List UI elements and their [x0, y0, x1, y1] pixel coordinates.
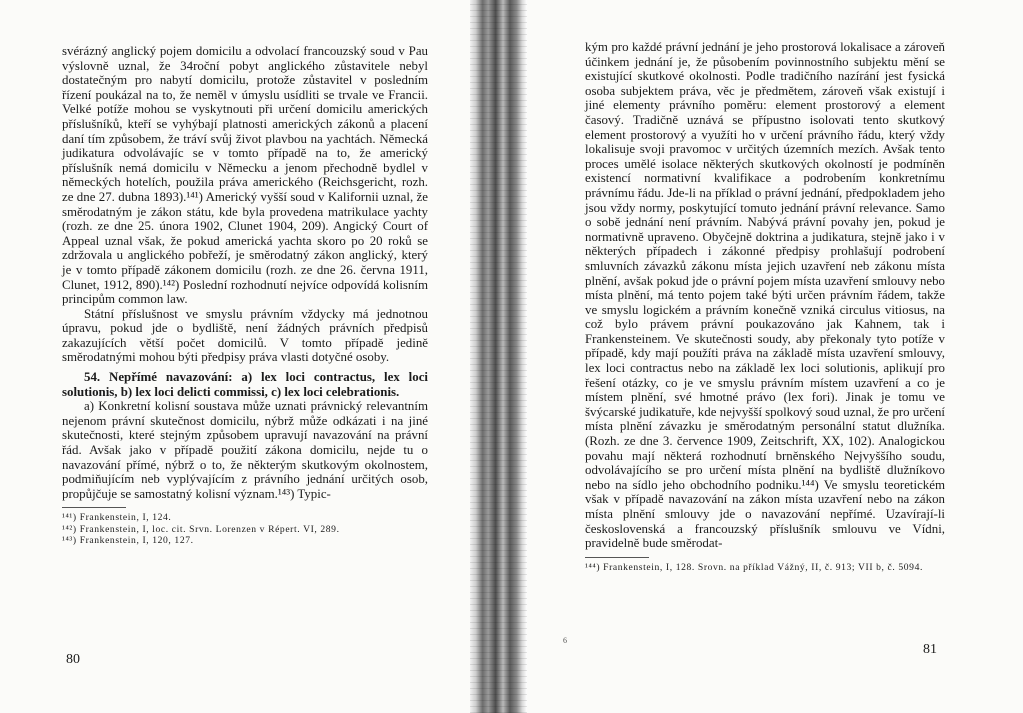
section-heading: 54. Nepřímé navazování: a) lex loci contractus, lex loci solutionis, b) lex loci delicti commissi, c) lex loci celebrationis.	[62, 370, 428, 399]
footnote-divider	[585, 557, 649, 558]
footnote-143: ¹⁴³) Frankenstein, I, 120, 127.	[62, 534, 194, 546]
margin-mark: 6	[563, 636, 567, 645]
book-spine	[470, 0, 527, 713]
footnote-141: ¹⁴¹) Frankenstein, I, 124.	[62, 512, 172, 524]
page-number-right: 81	[923, 642, 937, 657]
footnote-divider	[62, 507, 126, 508]
left-page-body	[62, 44, 428, 546]
left-paragraph-2: Státní příslušnost ve smyslu právním vždycky má jednotnou úpravu, pokud jde o bydliště, není žádných právních předpisů zakazujících větší počet domicilů. V tomto případě jedině směrodatnými mohou býti předpisy práva vlasti dotyčné osoby.	[62, 306, 428, 365]
left-paragraph-1: svérázný anglický pojem domicilu a odvolací francouzský soud v Pau výslovně uznal, že 34roční pobyt anglického zůstavitele nebyl dostatečným pro nabytí domicilu, protože zůstavitel v posledním řízení poukázal na to, že neměl v úmyslu usídliti se trvale ve Francii. Velké potíže mohou se vyskytnouti při určení domicilu amerických příslušníků, kteří se vyhýbají platnosti amerických zákonů a placení daní tím způsobem, že tráví svůj život plavbou na yachtách. Německá judikatura odvolávajíc se v tomto případě na to, že americký příslušník nemá domicilu v Německu a jenom přechodně bydlel v německých hotelích, použila práva amerického (Reichsgericht, rozh. ze dne 27. dubna 1893).¹⁴¹) Americký vyšší soud v Kalifornii uznal, že směrodatným je zákon státu, kde byla provedena matrikulace yachty (rozh. ze dne 25. února 1902, Clunet 1904, 209). Angický Court of Appeal uznal však, že pokud americká yachta skoro po 20 roků se zdržovala u anglického pobřeží, je směrodatný zákon anglický, který je v tomto případě zákonem domicilu (rozh. ze dne 26. června 1911, Clunet, 1912, 890).¹⁴²) Poslední rozhodnutí nejvíce odpovídá kolisním principům common law.	[62, 44, 428, 307]
page-number-left: 80	[66, 652, 80, 667]
footnote-142: ¹⁴²) Frankenstein, I, loc. cit. Srvn. Lorenzen v Répert. VI, 289.	[62, 523, 340, 535]
right-page-body	[585, 40, 945, 573]
left-page	[0, 0, 470, 713]
right-page	[527, 0, 1023, 713]
left-paragraph-3: a) Konkretní kolisní soustava může uznati právnický relevantním nejenom právní skutečnost domicilu, nýbrž může odkázati i na jiné skutečnosti, které stejným způsobem upravují navazování na právní řád. Avšak jako v případě použití zákona domicilu, nejde tu o navazování přímé, nýbrž o to, že některým skutkovým okolnostem, podmiňujícím neb vyplývajícím z právního jednání určitých osob, propůjčuje se samostatný kolisní význam.¹⁴³) Typic-	[62, 399, 428, 501]
footnote-144: ¹⁴⁴) Frankenstein, I, 128. Srovn. na příklad Vážný, II, č. 913; VII b, č. 5094.	[585, 561, 923, 573]
right-paragraph-1: kým pro každé právní jednání je jeho prostorová lokalisace a zároveň účinkem jednání je, že působením povinnostního subjektu mění se existující skutkové okolnosti. Podle tradičního nazírání jest fysická osoba subjektem práva, věc je předmětem, zároveň však existují i jiné elementy právního poměru: element prostorový a element časový. Tradičně uznává se přípustno isolovati tento skutkový element prostorový a využíti ho v určení právního řádu, který vždy lokalisuje svoji pravomoc v určitých územních mezích. Avšak tento proces umělé isolace některých skutkových okolností je podmíněn existencí normativní kvalifikace a podrobením konkretnímu právnímu řádu. Jde-li na příklad o právní jednání, předpokladem jeho jsou vždy normy, poskytující tomuto jednání právní relevance. Samo o sobě jednání není právním. Nabývá právní povahy jen, pokud je normativně upraveno. Obyčejně doktrina a judikatura, stejně jako i v některých případech i zákonné předpisy prohlašují podrobení smluvních závazků zákonu místa jejich uzavření neb zákonu místa plnění, avšak pokud jde o právní pojem místa uzavření smlouvy nebo místa plnění, má tento pojem také býti určen právním řádem, takže ve smyslu logickém a právním konečně vzniká circulus vitiosus, na což bylo právem právní poukazováno jak Kahnem, tak i Frankensteinem. Ve skutečnosti soudy, aby překonaly tyto potíže v případě, kdy mají použíti práva na základě místa uzavření smlouvy, lex loci contractus nebo na základě lex loci solutionis, aplikují pro řešení otázky, co je ve smyslu právním místem uzavření a co je místem plnění, své hmotné právo (lex fori). Jinak je tomu ve švýcarské judikatuře, kde nejvyšší spolkový soud uznal, že pro určení místa plnění závazku je směrodatným personální statut dlužníka. (Rozh. ze dne 3. července 1909, Zeitschrift, XX, 102). Analogickou povahu mají některá rozhodnutí brněnského Nejvyššího soudu, odvolávajícího se pro určení místa plnění na bydliště dlužníkovo nebo na sídlo jeho obchodního podniku.¹⁴⁴) Ve smyslu teoretickém však v případě navazování na zákon místa uzavření nebo na zákon místa plnění smlouvy jde o navazování nepřímé. Uzavírají-li československá a francouzský příslušník smlouvu ve Vídni, pravidelně bude směrodat-	[585, 40, 945, 551]
